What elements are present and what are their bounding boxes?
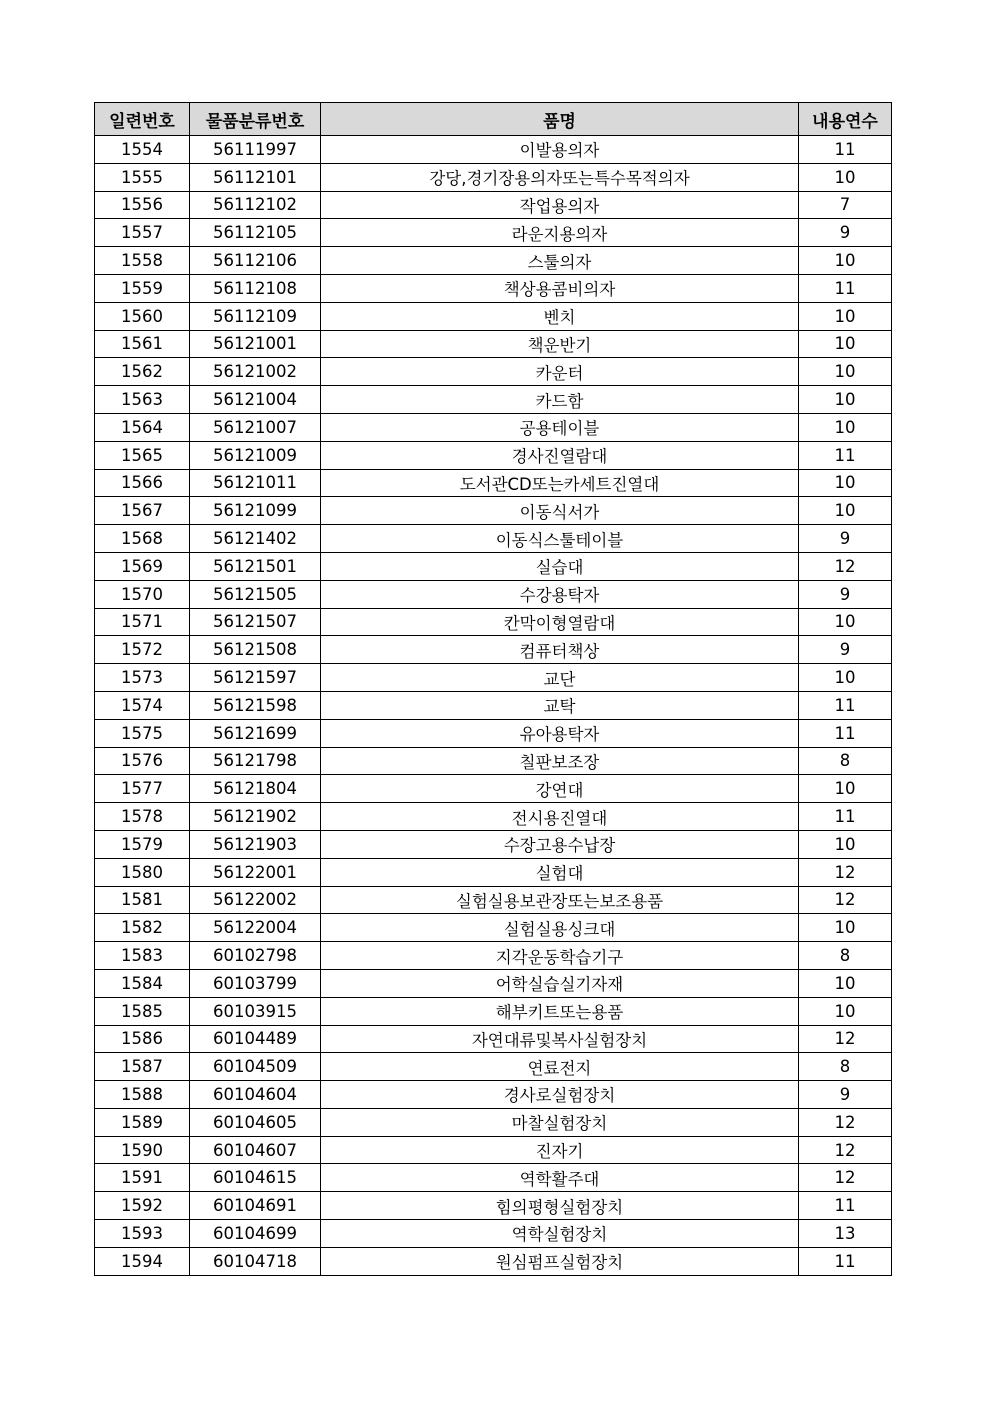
header-item-name: 품명 <box>321 103 799 136</box>
serial-number-cell: 1591 <box>95 1164 190 1192</box>
table-row <box>95 886 892 914</box>
item-name-cell: 실험실용싱크대 <box>321 914 799 942</box>
classification-number-cell: 56121011 <box>190 469 321 497</box>
useful-life-cell: 10 <box>799 608 892 636</box>
serial-number-cell: 1559 <box>95 274 190 302</box>
classification-number-cell: 60102798 <box>190 942 321 970</box>
table-row <box>95 1220 892 1248</box>
table-row <box>95 525 892 553</box>
item-name-cell: 실습대 <box>321 552 799 580</box>
table-row <box>95 580 892 608</box>
item-name-cell: 역학실험장치 <box>321 1220 799 1248</box>
useful-life-cell: 10 <box>799 664 892 692</box>
serial-number-cell: 1569 <box>95 552 190 580</box>
useful-life-cell: 10 <box>799 330 892 358</box>
item-name-cell: 교탁 <box>321 691 799 719</box>
serial-number-cell: 1576 <box>95 747 190 775</box>
useful-life-cell: 10 <box>799 914 892 942</box>
classification-number-cell: 56121002 <box>190 358 321 386</box>
table-row <box>95 247 892 275</box>
classification-number-cell: 56121004 <box>190 386 321 414</box>
classification-number-cell: 56112105 <box>190 219 321 247</box>
serial-number-cell: 1577 <box>95 775 190 803</box>
table-row <box>95 997 892 1025</box>
item-name-cell: 교단 <box>321 664 799 692</box>
table-row <box>95 219 892 247</box>
useful-life-cell: 9 <box>799 525 892 553</box>
table-row <box>95 691 892 719</box>
item-name-cell: 컴퓨터책상 <box>321 636 799 664</box>
classification-number-cell: 56112106 <box>190 247 321 275</box>
item-name-cell: 실험실용보관장또는보조용품 <box>321 886 799 914</box>
item-name-cell: 해부키트또는용품 <box>321 997 799 1025</box>
useful-life-cell: 11 <box>799 274 892 302</box>
table-row <box>95 1025 892 1053</box>
classification-number-cell: 56121402 <box>190 525 321 553</box>
classification-number-cell: 56121507 <box>190 608 321 636</box>
useful-life-cell: 10 <box>799 997 892 1025</box>
item-name-cell: 카드함 <box>321 386 799 414</box>
classification-number-cell: 56122001 <box>190 858 321 886</box>
useful-life-cell: 11 <box>799 1247 892 1275</box>
classification-number-cell: 60104489 <box>190 1025 321 1053</box>
serial-number-cell: 1566 <box>95 469 190 497</box>
classification-number-cell: 56121099 <box>190 497 321 525</box>
serial-number-cell: 1587 <box>95 1053 190 1081</box>
serial-number-cell: 1575 <box>95 719 190 747</box>
item-name-cell: 수장고용수납장 <box>321 830 799 858</box>
serial-number-cell: 1582 <box>95 914 190 942</box>
classification-number-cell: 56111997 <box>190 136 321 164</box>
serial-number-cell: 1557 <box>95 219 190 247</box>
useful-life-cell: 10 <box>799 497 892 525</box>
useful-life-cell: 10 <box>799 386 892 414</box>
serial-number-cell: 1590 <box>95 1136 190 1164</box>
header-serial-number: 일련번호 <box>95 103 190 136</box>
serial-number-cell: 1564 <box>95 413 190 441</box>
serial-number-cell: 1570 <box>95 580 190 608</box>
item-name-cell: 벤치 <box>321 302 799 330</box>
item-name-cell: 스툴의자 <box>321 247 799 275</box>
item-name-cell: 수강용탁자 <box>321 580 799 608</box>
classification-number-cell: 60103915 <box>190 997 321 1025</box>
serial-number-cell: 1584 <box>95 969 190 997</box>
item-name-cell: 칠판보조장 <box>321 747 799 775</box>
item-name-cell: 라운지용의자 <box>321 219 799 247</box>
item-name-cell: 유아용탁자 <box>321 719 799 747</box>
table-row <box>95 1081 892 1109</box>
classification-number-cell: 56112108 <box>190 274 321 302</box>
table-row <box>95 942 892 970</box>
table-row <box>95 358 892 386</box>
table-row <box>95 747 892 775</box>
useful-life-cell: 9 <box>799 1081 892 1109</box>
table-row <box>95 1108 892 1136</box>
classification-number-cell: 60104615 <box>190 1164 321 1192</box>
useful-life-cell: 10 <box>799 469 892 497</box>
useful-life-cell: 12 <box>799 552 892 580</box>
item-name-cell: 도서관CD또는카세트진열대 <box>321 469 799 497</box>
useful-life-cell: 12 <box>799 858 892 886</box>
item-name-cell: 강당,경기장용의자또는특수목적의자 <box>321 163 799 191</box>
classification-number-cell: 60104691 <box>190 1192 321 1220</box>
serial-number-cell: 1565 <box>95 441 190 469</box>
serial-number-cell: 1555 <box>95 163 190 191</box>
useful-life-cell: 11 <box>799 1192 892 1220</box>
useful-life-cell: 11 <box>799 691 892 719</box>
serial-number-cell: 1585 <box>95 997 190 1025</box>
serial-number-cell: 1581 <box>95 886 190 914</box>
item-name-cell: 전시용진열대 <box>321 803 799 831</box>
classification-number-cell: 56121009 <box>190 441 321 469</box>
item-name-cell: 실험대 <box>321 858 799 886</box>
table-row <box>95 1164 892 1192</box>
classification-number-cell: 56122002 <box>190 886 321 914</box>
serial-number-cell: 1562 <box>95 358 190 386</box>
classification-number-cell: 60104509 <box>190 1053 321 1081</box>
table-row <box>95 330 892 358</box>
table-row <box>95 413 892 441</box>
table-row <box>95 469 892 497</box>
useful-life-cell: 8 <box>799 942 892 970</box>
classification-number-cell: 56121501 <box>190 552 321 580</box>
useful-life-cell: 9 <box>799 219 892 247</box>
useful-life-cell: 12 <box>799 1025 892 1053</box>
table-row <box>95 302 892 330</box>
classification-number-cell: 56121902 <box>190 803 321 831</box>
item-name-cell: 책운반기 <box>321 330 799 358</box>
useful-life-cell: 11 <box>799 719 892 747</box>
item-name-cell: 경사로실험장치 <box>321 1081 799 1109</box>
table-row <box>95 386 892 414</box>
item-name-cell: 힘의평형실험장치 <box>321 1192 799 1220</box>
table-row <box>95 1053 892 1081</box>
classification-number-cell: 56121001 <box>190 330 321 358</box>
useful-life-cell: 12 <box>799 1164 892 1192</box>
item-name-cell: 경사진열람대 <box>321 441 799 469</box>
useful-life-cell: 10 <box>799 302 892 330</box>
classification-number-cell: 60104607 <box>190 1136 321 1164</box>
durability-table <box>94 102 892 1276</box>
useful-life-cell: 10 <box>799 358 892 386</box>
item-name-cell: 어학실습실기자재 <box>321 969 799 997</box>
classification-number-cell: 56121508 <box>190 636 321 664</box>
classification-number-cell: 56112101 <box>190 163 321 191</box>
useful-life-cell: 12 <box>799 1108 892 1136</box>
item-name-cell: 카운터 <box>321 358 799 386</box>
classification-number-cell: 56121597 <box>190 664 321 692</box>
serial-number-cell: 1572 <box>95 636 190 664</box>
useful-life-cell: 8 <box>799 747 892 775</box>
useful-life-cell: 8 <box>799 1053 892 1081</box>
classification-number-cell: 60104605 <box>190 1108 321 1136</box>
item-name-cell: 진자기 <box>321 1136 799 1164</box>
table-row <box>95 274 892 302</box>
item-name-cell: 공용테이블 <box>321 413 799 441</box>
header-row <box>95 103 892 136</box>
classification-number-cell: 56121798 <box>190 747 321 775</box>
serial-number-cell: 1578 <box>95 803 190 831</box>
serial-number-cell: 1567 <box>95 497 190 525</box>
serial-number-cell: 1593 <box>95 1220 190 1248</box>
item-name-cell: 연료전지 <box>321 1053 799 1081</box>
serial-number-cell: 1563 <box>95 386 190 414</box>
useful-life-cell: 10 <box>799 830 892 858</box>
table-body <box>95 136 892 1276</box>
table-row <box>95 136 892 164</box>
table-row <box>95 1136 892 1164</box>
useful-life-cell: 11 <box>799 803 892 831</box>
table-row <box>95 969 892 997</box>
useful-life-cell: 9 <box>799 636 892 664</box>
serial-number-cell: 1556 <box>95 191 190 219</box>
serial-number-cell: 1580 <box>95 858 190 886</box>
item-name-cell: 마찰실험장치 <box>321 1108 799 1136</box>
useful-life-cell: 12 <box>799 1136 892 1164</box>
header-classification-number: 물품분류번호 <box>190 103 321 136</box>
useful-life-cell: 10 <box>799 163 892 191</box>
header-useful-life: 내용연수 <box>799 103 892 136</box>
table-row <box>95 1247 892 1275</box>
item-name-cell: 원심펌프실험장치 <box>321 1247 799 1275</box>
item-name-cell: 이동식스툴테이블 <box>321 525 799 553</box>
useful-life-cell: 10 <box>799 969 892 997</box>
classification-number-cell: 60104699 <box>190 1220 321 1248</box>
item-name-cell: 칸막이형열람대 <box>321 608 799 636</box>
item-name-cell: 강연대 <box>321 775 799 803</box>
table-row <box>95 608 892 636</box>
serial-number-cell: 1568 <box>95 525 190 553</box>
useful-life-cell: 7 <box>799 191 892 219</box>
serial-number-cell: 1561 <box>95 330 190 358</box>
table-row <box>95 163 892 191</box>
classification-number-cell: 56121804 <box>190 775 321 803</box>
item-name-cell: 자연대류및복사실험장치 <box>321 1025 799 1053</box>
classification-number-cell: 56121505 <box>190 580 321 608</box>
table-row <box>95 191 892 219</box>
serial-number-cell: 1589 <box>95 1108 190 1136</box>
classification-number-cell: 56121598 <box>190 691 321 719</box>
serial-number-cell: 1594 <box>95 1247 190 1275</box>
useful-life-cell: 10 <box>799 413 892 441</box>
serial-number-cell: 1588 <box>95 1081 190 1109</box>
classification-number-cell: 56112109 <box>190 302 321 330</box>
classification-number-cell: 60104718 <box>190 1247 321 1275</box>
useful-life-cell: 9 <box>799 580 892 608</box>
item-name-cell: 이동식서가 <box>321 497 799 525</box>
serial-number-cell: 1554 <box>95 136 190 164</box>
table-row <box>95 803 892 831</box>
useful-life-cell: 12 <box>799 886 892 914</box>
useful-life-cell: 11 <box>799 441 892 469</box>
classification-number-cell: 60103799 <box>190 969 321 997</box>
table-row <box>95 719 892 747</box>
table-row <box>95 858 892 886</box>
table-header <box>95 103 892 136</box>
table-row <box>95 914 892 942</box>
serial-number-cell: 1573 <box>95 664 190 692</box>
table-row <box>95 441 892 469</box>
item-name-cell: 지각운동학습기구 <box>321 942 799 970</box>
serial-number-cell: 1592 <box>95 1192 190 1220</box>
table-row <box>95 497 892 525</box>
item-name-cell: 작업용의자 <box>321 191 799 219</box>
table-row <box>95 636 892 664</box>
serial-number-cell: 1583 <box>95 942 190 970</box>
serial-number-cell: 1574 <box>95 691 190 719</box>
classification-number-cell: 56121699 <box>190 719 321 747</box>
table-row <box>95 1192 892 1220</box>
classification-number-cell: 56121903 <box>190 830 321 858</box>
classification-number-cell: 56122004 <box>190 914 321 942</box>
item-name-cell: 역학활주대 <box>321 1164 799 1192</box>
table-row <box>95 775 892 803</box>
useful-life-cell: 10 <box>799 775 892 803</box>
table-row <box>95 552 892 580</box>
useful-life-cell: 11 <box>799 136 892 164</box>
useful-life-cell: 10 <box>799 247 892 275</box>
serial-number-cell: 1579 <box>95 830 190 858</box>
item-name-cell: 책상용콤비의자 <box>321 274 799 302</box>
item-name-cell: 이발용의자 <box>321 136 799 164</box>
classification-number-cell: 56121007 <box>190 413 321 441</box>
classification-number-cell: 60104604 <box>190 1081 321 1109</box>
table-row <box>95 664 892 692</box>
serial-number-cell: 1586 <box>95 1025 190 1053</box>
useful-life-cell: 13 <box>799 1220 892 1248</box>
classification-number-cell: 56112102 <box>190 191 321 219</box>
table-row <box>95 830 892 858</box>
serial-number-cell: 1558 <box>95 247 190 275</box>
serial-number-cell: 1560 <box>95 302 190 330</box>
serial-number-cell: 1571 <box>95 608 190 636</box>
